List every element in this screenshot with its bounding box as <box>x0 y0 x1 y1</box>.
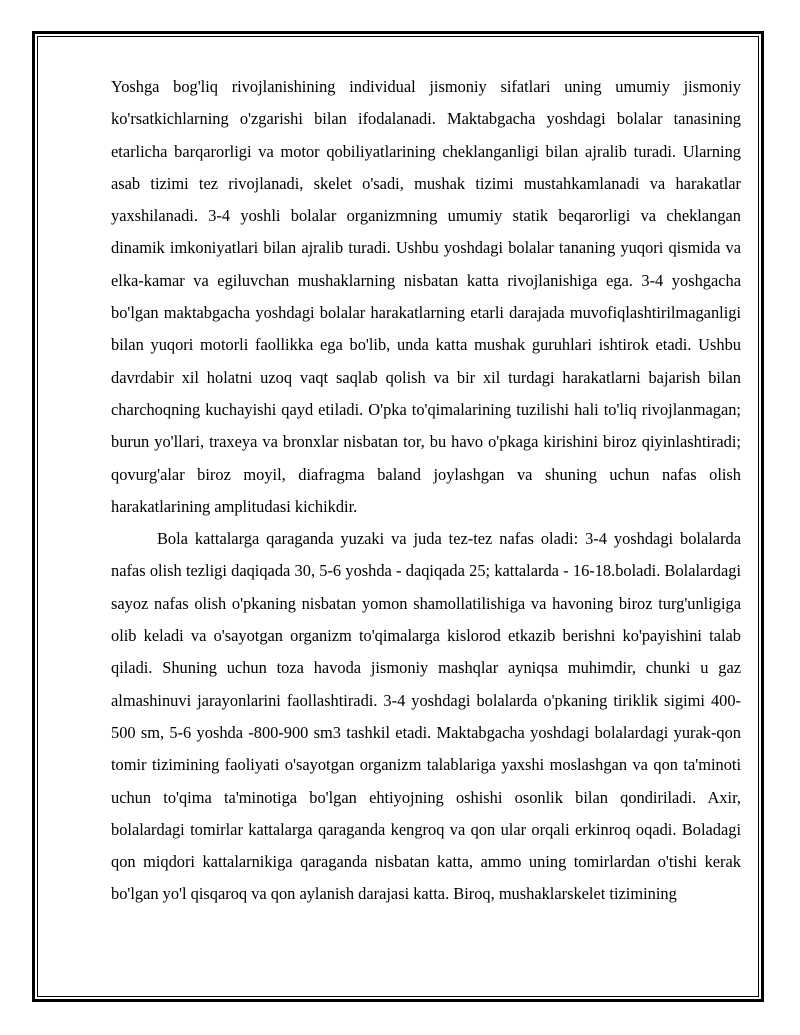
paragraph-2: Bola kattalarga qaraganda yuzaki va juda tez-tez nafas oladi: 3-4 yoshdagi bolalarda nafas olish tezligi daqiqada 30, 5-6 yoshda - daqiqada 25; kattalarda - 16-18.boladi. Bolalardagi sayoz nafas olish o'pkaning nisbatan yomon shamollatilishiga va havoning biroz turg'unligiga olib keladi va o'sayotgan organizm to'qimalarga kislorod etkazib berishni ko'payishini talab qiladi. Shuning uchun toza havoda jismoniy mashqlar ayniqsa muhimdir, chunki u gaz almashinuvi jarayonlarini faollashtiradi. 3-4 yoshdagi bolalarda o'pkaning tiriklik sigimi 400-500 sm, 5-6 yoshda -800-900 sm3 tashkil etadi. Maktabgacha yoshdagi bolalardagi yurak-qon tomir tizimining faoliyati o'sayotgan organizm talablariga yaxshi moslashgan va qon ta'minoti uchun to'qima ta'minotiga bo'lgan ehtiyojning oshishi osonlik bilan qondiriladi. Axir, bolalardagi tomirlar kattalarga qaraganda kengroq va qon ular orqali erkinroq oqadi. Boladagi qon miqdori kattalarnikiga qaraganda nisbatan katta, ammo uning tomirlardan o'tishi kerak bo'lgan yo'l qisqaroq va qon aylanish darajasi katta. Biroq, mushaklarskelet tizimining <box>111 529 741 904</box>
paragraph-1: Yoshga bog'liq rivojlanishining individual jismoniy sifatlari uning umumiy jismoniy ko'rsatkichlarning o'zgarishi bilan ifodalanadi. Maktabgacha yoshdagi bolalar tanasining etarlicha barqarorligi va motor qobiliyatlarining cheklanganligi bilan ajralib turadi. Ularning asab tizimi tez rivojlanadi, skelet o'sadi, mushak tizimi mustahkamlanadi va harakatlar yaxshilanadi. 3-4 yoshli bolalar organizmning umumiy statik beqarorligi va cheklangan dinamik imkoniyatlari bilan ajralib turadi. Ushbu yoshdagi bolalar tananing yuqori qismida va elka-kamar va egiluvchan mushaklarning nisbatan katta rivojlanishiga ega. 3-4 yoshgacha bo'lgan maktabgacha yoshdagi bolalar harakatlarning etarli darajada muvofiqlashtirilmaganligi bilan yuqori motorli faollikka ega bo'lib, unda katta mushak guruhlari ishtirok etadi. Ushbu davrdabir xil holatni uzoq vaqt saqlab qolish va bir xil turdagi harakatlarni bajarish bilan charchoqning kuchayishi qayd etiladi. O'pka to'qimalarining tuzilishi hali to'liq rivojlanmagan; burun yo'llari, traxeya va bronxlar nisbatan tor, bu havo o'pkaga kirishini biroz qiyinlashtiradi; qovurg'alar biroz moyil, diafragma baland joylashgan va shuning uchun nafas olish harakatlarining amplitudasi kichikdir. <box>111 77 741 516</box>
document-body <box>111 71 741 911</box>
